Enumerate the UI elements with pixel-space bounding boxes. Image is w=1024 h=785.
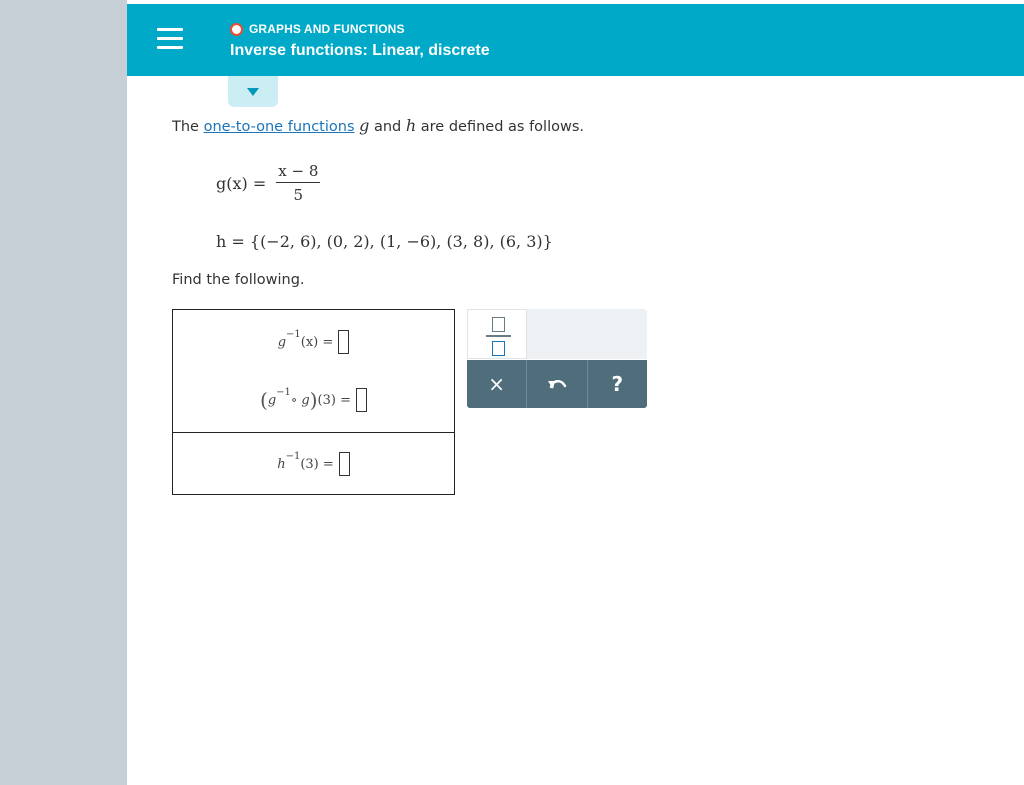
clear-button[interactable]	[467, 360, 526, 408]
left-gutter	[0, 0, 127, 785]
g-definition	[216, 162, 320, 204]
toolbar-actions	[467, 360, 647, 408]
toolbar-palette	[467, 309, 647, 359]
paren-close: )	[309, 388, 318, 412]
one-to-one-functions-link[interactable]: one-to-one functions	[203, 119, 355, 135]
question-icon: ?	[611, 372, 624, 396]
hamburger-icon[interactable]	[157, 28, 183, 52]
fraction-denominator-icon	[492, 341, 505, 356]
fraction-numerator-icon	[492, 317, 505, 332]
triangle-down-icon	[247, 88, 259, 96]
problem-intro	[172, 116, 584, 135]
g-fraction	[276, 162, 320, 204]
fraction-bar-icon	[486, 335, 511, 337]
q2-arg: (3) =	[317, 392, 351, 408]
intro-text-after: are defined as follows.	[416, 119, 584, 135]
page-title: Inverse functions: Linear, discrete	[230, 42, 490, 59]
fraction-button[interactable]	[467, 309, 527, 359]
answer-row-g-inverse	[173, 322, 454, 362]
header-bar	[127, 4, 1024, 76]
answer-input-h-inverse-3[interactable]	[339, 452, 350, 476]
var-g: g	[359, 116, 370, 135]
undo-button[interactable]	[526, 360, 586, 408]
q1-sup: −1	[286, 328, 301, 340]
intro-and: and	[369, 119, 406, 135]
q3-sup: −1	[285, 450, 301, 462]
var-h: h	[405, 116, 417, 135]
g-denominator: 5	[293, 186, 304, 204]
q1-arg: (x) =	[300, 334, 334, 350]
paren-open: (	[260, 388, 268, 412]
collapse-toggle-button[interactable]	[228, 76, 278, 107]
x-icon: ×	[488, 372, 506, 396]
answer-row-composition	[173, 378, 454, 422]
find-instruction: Find the following.	[172, 272, 305, 288]
status-circle-icon	[230, 23, 243, 36]
answer-row-h-inverse	[173, 444, 454, 484]
q2-comp: ∘ g	[290, 392, 310, 408]
row-divider	[173, 432, 454, 433]
math-toolbar	[467, 309, 647, 408]
topic-row	[230, 22, 405, 36]
q3-base: h	[277, 456, 286, 472]
answer-input-composition-3[interactable]	[356, 388, 367, 412]
g-numerator: x − 8	[276, 162, 320, 183]
q2-sup: −1	[276, 386, 291, 398]
q3-arg: (3) =	[300, 456, 334, 472]
help-button[interactable]	[587, 360, 647, 408]
q1-base: g	[277, 334, 287, 350]
answer-box	[172, 309, 455, 495]
q2-base: g	[267, 392, 277, 408]
intro-text-before: The	[172, 119, 204, 135]
undo-icon	[547, 377, 567, 391]
h-definition: h = {(−2, 6), (0, 2), (1, −6), (3, 8), (6, 3)}	[216, 232, 553, 251]
topic-label: GRAPHS AND FUNCTIONS	[249, 22, 405, 36]
g-lhs: g(x) =	[216, 173, 267, 193]
answer-input-g-inverse-x[interactable]	[338, 330, 349, 354]
